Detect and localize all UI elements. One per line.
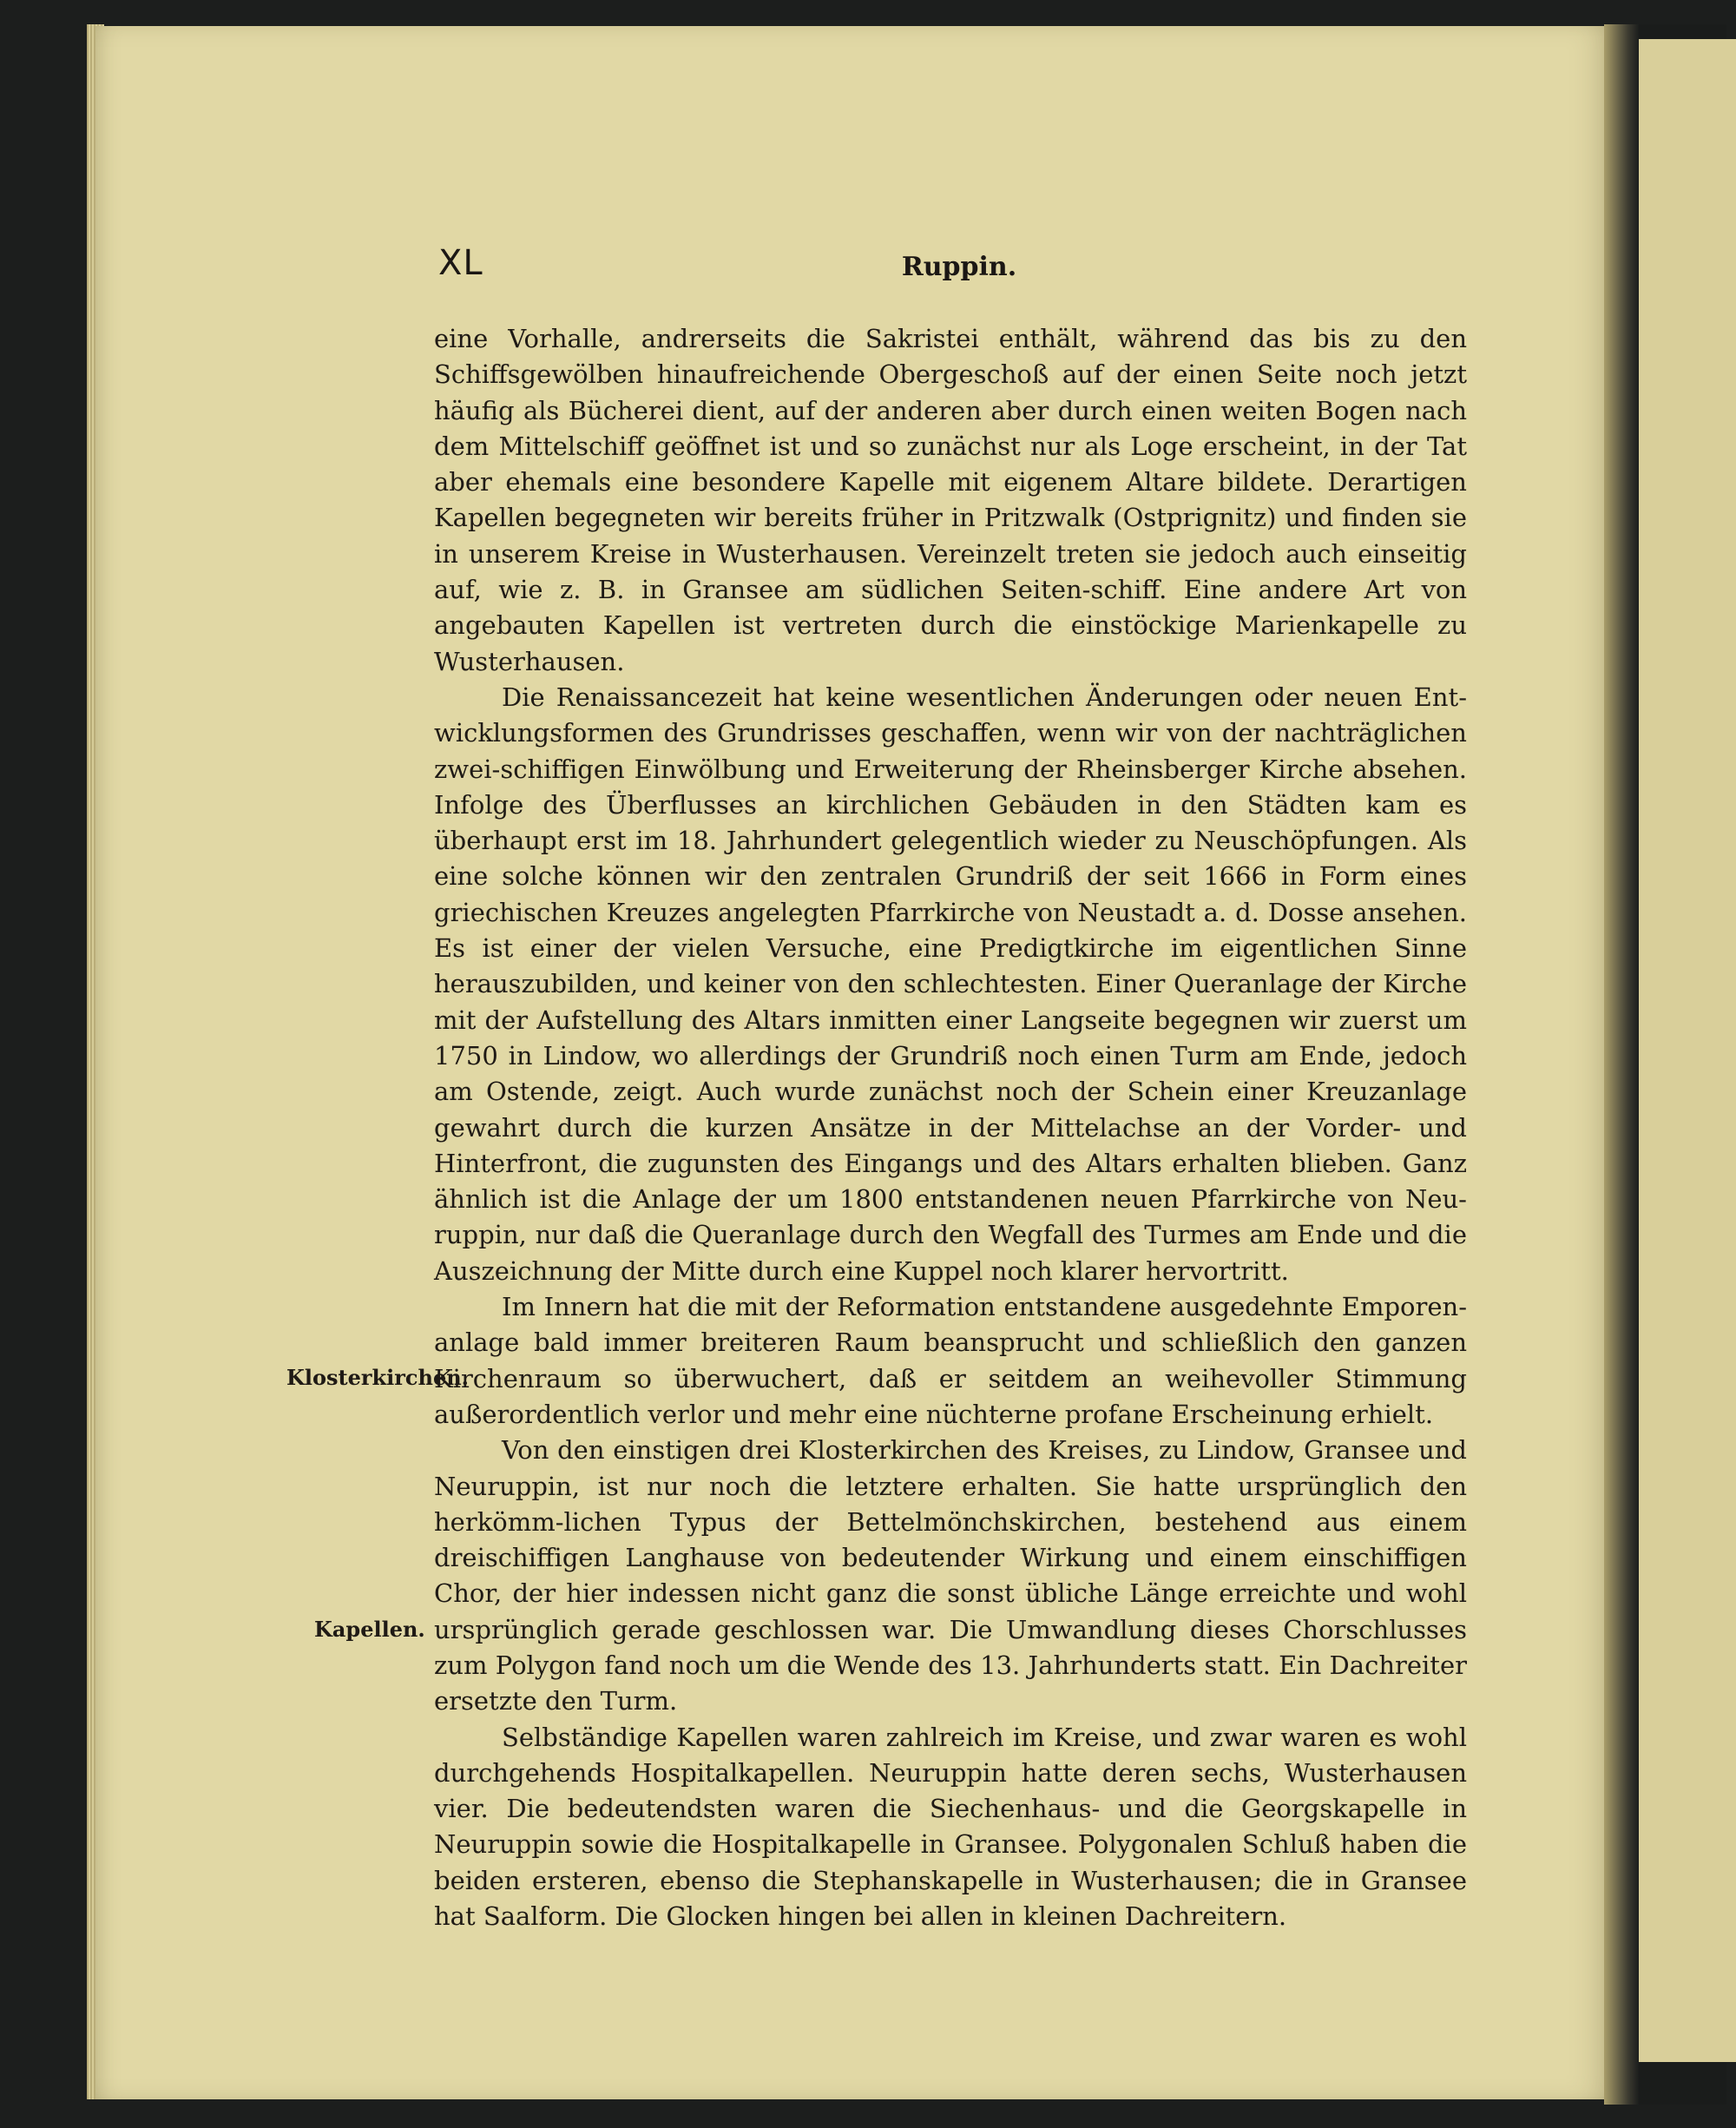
margin-note-klosterkirchen: Klosterkirchen. [286, 1365, 470, 1390]
paragraph-kapellen: Selbständige Kapellen waren zahlreich im Kreise, und zwar waren es wohl durchgehends Hospitalkapellen. Neuruppin hatte deren sechs, Wusterhausen vier. Die bedeutendsten waren die Siechenhaus- und die Georgskapelle in Neuruppin sowie die Hospitalkapelle in Gransee. Polygonalen Schluß haben die beiden ersteren, ebenso die Stephanskapelle in Wusterhausen; die in Gransee hat Saalform. Die Glocken hingen bei allen in kleinen Dachreitern. [434, 1722, 1467, 1932]
paragraph-renaissance: Die Renaissancezeit hat keine wesentlichen Änderungen oder neuen Ent-wicklungsformen des Grundrisses geschaffen, wenn wir von der nachträglichen zwei-schiffigen Einwölbung und Erweiterung der Rheinsberger Kirche absehen. Infolge des Überflusses an kirchlichen Gebäuden in den Städten kam es überhaupt erst im 18. Jahrhundert gelegentlich wieder zu Neuschöpfungen. Als eine solche können wir den zentralen Grundriß der seit 1666 in Form eines griechischen Kreuzes angelegten Pfarrkirche von Neustadt a. d. Dosse ansehen. Es ist einer der vielen Versuche, eine Predigtkirche im eigentlichen Sinne herauszubilden, und keiner von den schlechtesten. Einer Queranlage der Kirche mit der Aufstellung des Altars inmitten einer Langseite begegnen wir zuerst um 1750 in Lindow, wo allerdings der Grundriß noch einen Turm am Ende, jedoch am Ostende, zeigt. Auch wurde zunächst noch der Schein einer Kreuzanlage gewahrt durch die kurzen Ansätze in der Mittelachse an der Vorder- und Hinterfront, die zugunsten des Eingangs und des Altars erhalten blieben. Ganz ähnlich ist die Anlage der um 1800 entstandenen neuen Pfarrkirche von Neu-ruppin, nur daß die Queranlage durch den Wegfall des Turmes am Ende und die Auszeichnung der Mitte durch eine Kuppel noch klarer hervortritt. [434, 682, 1467, 1286]
body-text [434, 321, 1467, 1934]
paragraph-continuation: eine Vorhalle, andrerseits die Sakristei enthält, während das bis zu den Schiffsgewölben hinaufreichende Obergeschoß auf der einen Seite noch jetzt häufig als Bücherei dient, auf der anderen aber durch einen weiten Bogen nach dem Mittelschiff geöffnet ist und so zunächst nur als Loge erscheint, in der Tat aber ehemals eine besondere Kapelle mit eigenem Altare bildete. Derartigen Kapellen begegneten wir bereits früher in Pritzwalk (Ostprignitz) und finden sie in unserem Kreise in Wusterhausen. Vereinzelt treten sie jedoch auch einseitig auf, wie z. B. in Gransee am südlichen Seiten-schiff. Eine andere Art von angebauten Kapellen ist vertreten durch die einstöckige Marienkapelle zu Wusterhausen. [434, 324, 1467, 676]
paragraph-interior: Im Innern hat die mit der Reformation entstandene ausgedehnte Emporen-anlage bald immer breiteren Raum beansprucht und schließlich den ganzen Kirchenraum so überwuchert, daß er seitdem an weihevoller Stimmung außerordentlich verlor und mehr eine nüchterne profane Erscheinung erhielt. [434, 1292, 1467, 1429]
next-page-edge [1632, 39, 1736, 2062]
running-title: Ruppin. [901, 252, 1017, 282]
paragraph-klosterkirchen: Von den einstigen drei Klosterkirchen des Kreises, zu Lindow, Gransee und Neuruppin, ist nur noch die letztere erhalten. Sie hatte ursprünglich den herkömm-lichen Typus der Bettelmönchskirchen, bestehend aus einem dreischiffigen Langhause von bedeutender Wirkung und einem einschiffigen Chor, der hier indessen nicht ganz die sonst übliche Länge erreichte und wohl ursprünglich gerade geschlossen war. Die Umwandlung dieses Chorschlusses zum Polygon fand noch um die Wende des 13. Jahrhunderts statt. Ein Dachreiter ersetzte den Turm. [434, 1435, 1467, 1716]
margin-note-kapellen: Kapellen. [314, 1617, 425, 1642]
book-gutter [1604, 24, 1639, 2105]
page-number: XL [438, 243, 483, 283]
